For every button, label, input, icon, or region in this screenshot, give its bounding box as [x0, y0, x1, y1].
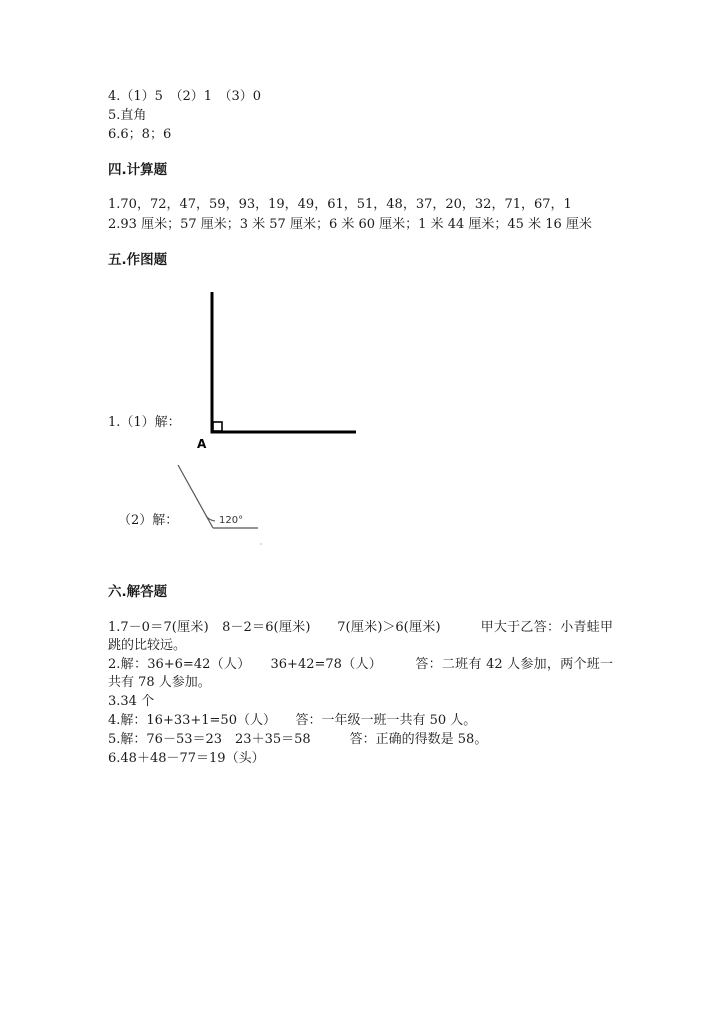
answer-6-2: 2.解：36+6=42（人） 36+42=78（人） 答：二班有 42 人参加，两个班一共有 78 人参加。: [108, 657, 613, 690]
answer-6-6: 6.48＋48－77＝19（头）: [108, 751, 265, 766]
answer-3-6: 6.6；8；6: [108, 127, 172, 142]
drawing-q1-label: 1.（1）解：: [108, 415, 181, 430]
angle-value-label: 120°: [219, 515, 244, 526]
answer-6-4: 4.解：16+33+1=50（人） 答：一年级一班一共有 50 人。: [108, 713, 477, 728]
answer-4-2: 2.93 厘米；57 厘米；3 米 57 厘米；6 米 60 厘米；1 米 44 厘米；45 米 16 厘米: [108, 217, 592, 232]
right-angle-figure: [190, 288, 365, 458]
answer-3-5: 5.直角: [108, 108, 147, 123]
angle-120-figure: [170, 460, 270, 550]
point-a-label: A: [197, 437, 207, 451]
section-6-title: 六.解答题: [108, 584, 168, 600]
answer-4-1: 1.70，72，47，59，93，19，49，61，51，48，37，20，32，71，67，1: [108, 197, 572, 212]
right-angle-mark: [213, 422, 222, 431]
answer-3-4: 4.（1）5 （2）1 （3）0: [108, 89, 262, 104]
section-4-title: 四.计算题: [108, 162, 168, 178]
answer-6-5: 5.解：76－53＝23 23＋35＝58 答：正确的得数是 58。: [108, 732, 488, 747]
answer-6-3: 3.34 个: [108, 694, 155, 709]
answer-6-1: 1.7－0＝7(厘米) 8－2＝6(厘米) 7(厘米)＞6(厘米) 甲大于乙答：小青蛙甲跳的比较远。: [108, 620, 613, 653]
section-5-title: 五.作图题: [108, 252, 168, 268]
drawing-q2-label: （2）解：: [118, 513, 179, 528]
